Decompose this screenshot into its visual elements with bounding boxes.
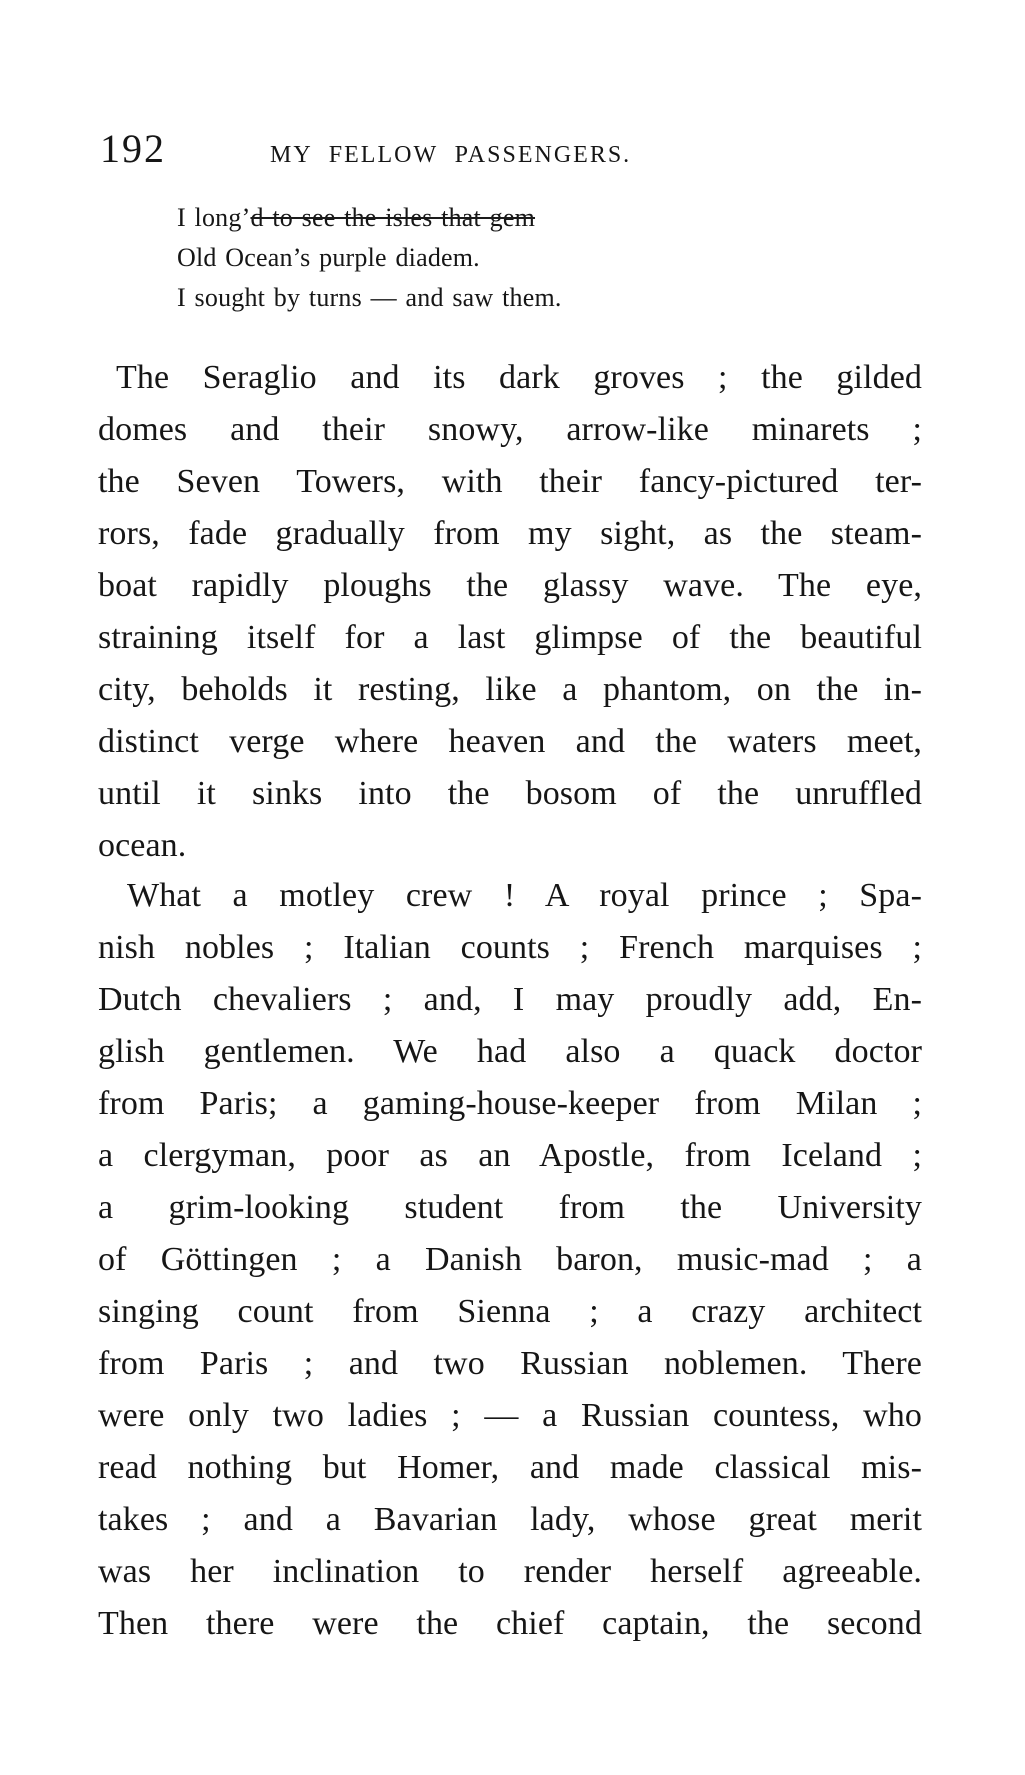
text-line: Dutch chevaliers ; and, I may proudly add, En-: [98, 981, 922, 1018]
text-line: were only two ladies ; — a Russian countess, who: [98, 1397, 922, 1434]
text-line: Then there were the chief captain, the second: [98, 1605, 922, 1642]
text-line: a clergyman, poor as an Apostle, from Iceland ;: [98, 1137, 922, 1174]
verse-line: Old Ocean’s purple diadem.: [177, 243, 480, 272]
text-line: What a motley crew ! A royal prince ; Spa-: [127, 877, 922, 914]
text-line: until it sinks into the bosom of the unruffled: [98, 775, 922, 812]
text-line: from Paris; a gaming-house-keeper from Milan ;: [98, 1085, 922, 1122]
text-line: city, beholds it resting, like a phantom, on the in-: [98, 671, 922, 708]
text-line: glish gentlemen. We had also a quack doctor: [98, 1033, 922, 1070]
text-line: rors, fade gradually from my sight, as the steam-: [98, 515, 922, 552]
text-line: of Göttingen ; a Danish baron, music-mad ; a: [98, 1241, 922, 1278]
text-line: distinct verge where heaven and the waters meet,: [98, 723, 922, 760]
text-line: the Seven Towers, with their fancy-pictured ter-: [98, 463, 922, 500]
text-line: was her inclination to render herself agreeable.: [98, 1553, 922, 1590]
text-line: singing count from Sienna ; a crazy architect: [98, 1293, 922, 1330]
verse-line: [177, 198, 562, 238]
text-line: ocean.: [98, 827, 187, 864]
paragraph-1: [98, 352, 922, 872]
text-line: from Paris ; and two Russian noblemen. There: [98, 1345, 922, 1382]
page-number: 192: [100, 126, 166, 171]
text-line: straining itself for a last glimpse of the beautiful: [98, 619, 922, 656]
paragraph-2: [98, 870, 922, 1650]
text-line: a grim-looking student from the University: [98, 1189, 922, 1226]
text-line: read nothing but Homer, and made classical mis-: [98, 1449, 922, 1486]
epigraph-verse: [177, 198, 562, 318]
text-line: boat rapidly ploughs the glassy wave. The eye,: [98, 567, 922, 604]
verse-struck-text: d to see the isles that gem: [250, 203, 536, 232]
text-line: The Seraglio and its dark groves ; the gilded: [116, 359, 922, 396]
text-line: domes and their snowy, arrow-like minarets ;: [98, 411, 922, 448]
verse-line: I sought by turns — and saw them.: [177, 283, 562, 312]
text-line: takes ; and a Bavarian lady, whose great merit: [98, 1501, 922, 1538]
verse-line-text: I long’: [177, 203, 251, 232]
text-line: nish nobles ; Italian counts ; French marquises ;: [98, 929, 922, 966]
running-header-title: MY FELLOW PASSENGERS.: [270, 142, 632, 168]
